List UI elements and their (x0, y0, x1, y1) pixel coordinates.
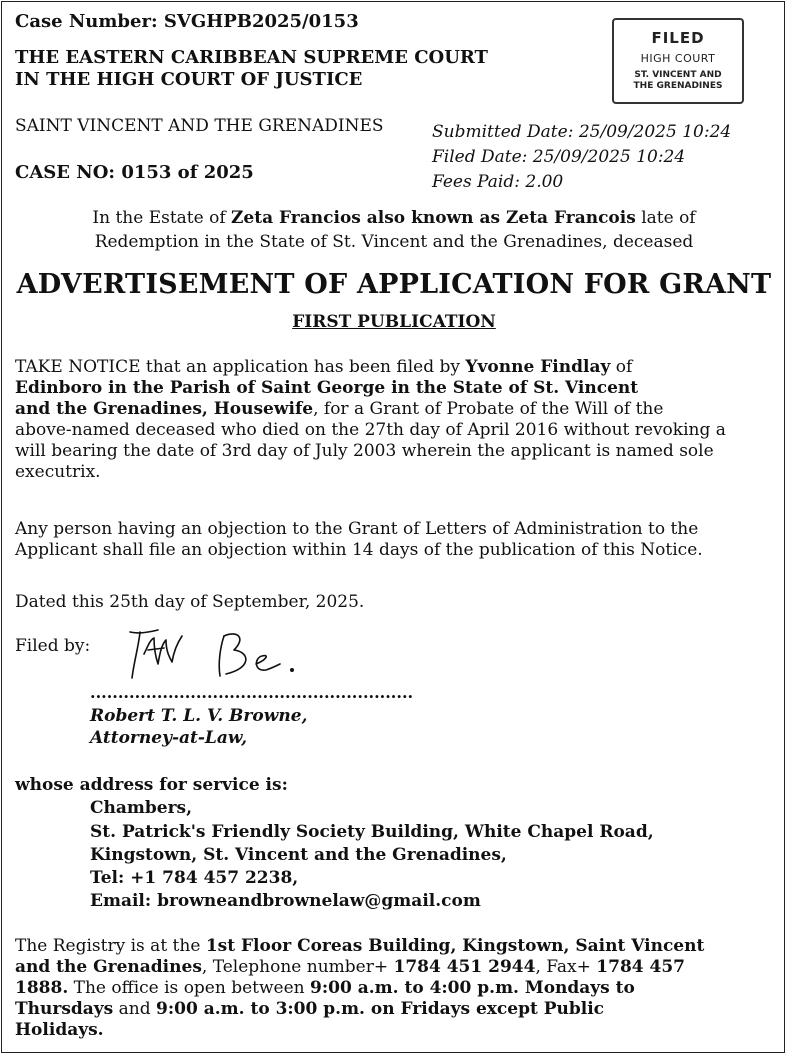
registry-and: and (113, 999, 157, 1019)
notice-paragraph (15, 357, 726, 483)
notice-l6: executrix. (15, 462, 101, 482)
notice-l3-bold: and the Grenadines, Housewife (15, 399, 314, 419)
registry-tel-label: , Telephone number+ (201, 957, 394, 977)
fees-paid: Fees Paid: 2.00 (432, 172, 564, 192)
stamp-court: HIGH COURT (640, 52, 716, 65)
service-heading: whose address for service is: (15, 775, 288, 795)
registry-paragraph (15, 936, 704, 1041)
service-building: St. Patrick's Friendly Society Building, White Chapel Road, (90, 822, 654, 842)
notice-title: ADVERTISEMENT OF APPLICATION FOR GRANT (16, 269, 772, 300)
service-email: Email: browneandbrownelaw@gmail.com (90, 891, 481, 911)
notice-l2: Edinboro in the Parish of Saint George in the State of St. Vincent (15, 378, 639, 398)
service-chambers: Chambers, (90, 798, 193, 818)
objection-paragraph (15, 519, 703, 561)
stamp-place-2: THE GRENADINES (633, 81, 723, 91)
service-tel: Tel: +1 784 457 2238, (90, 868, 299, 888)
publication-label (2, 312, 786, 332)
applicant-name: Yvonne Findlay (465, 357, 611, 377)
signature-line: .......................................................... (90, 683, 414, 702)
estate-post: late of (635, 208, 696, 228)
notice-l1-post: of (610, 357, 633, 377)
service-city: Kingstown, St. Vincent and the Grenadines, (90, 845, 507, 865)
estate-location: Redemption in the State of St. Vincent and the Grenadines, deceased (94, 232, 694, 252)
jurisdiction: SAINT VINCENT AND THE GRENADINES (15, 116, 384, 136)
attorney-name: Robert T. L. V. Browne, (90, 706, 308, 726)
filed-stamp (612, 18, 744, 104)
notice-l4: above-named deceased who died on the 27th day of April 2016 without revoking a (15, 420, 726, 440)
registry-holidays: Holidays. (15, 1020, 104, 1040)
registry-hours-weekday: 9:00 a.m. to 4:00 p.m. Mondays to (310, 978, 635, 998)
registry-l2-bold: and the Grenadines (15, 957, 202, 977)
notice-l5: will bearing the date of 3rd day of July 2003 wherein the applicant is named sole (15, 441, 714, 461)
notice-l1: TAKE NOTICE that an application has been filed by (15, 357, 466, 377)
filed-by-label: Filed by: (15, 636, 91, 656)
stamp-filed: FILED (651, 29, 705, 47)
objection-l1: Any person having an objection to the Grant of Letters of Administration to the (15, 519, 699, 539)
filed-date: Filed Date: 25/09/2025 10:24 (432, 147, 686, 167)
registry-fax: 1784 457 (596, 957, 685, 977)
deceased-name: Zeta Francios also known as Zeta Francois (231, 208, 636, 228)
notice-page (1, 1, 785, 1053)
attorney-title: Attorney-at-Law, (90, 728, 248, 748)
dated-line: Dated this 25th day of September, 2025. (15, 592, 365, 612)
objection-l2: Applicant shall file an objection within 14 days of the publication of this Notice. (15, 540, 703, 560)
registry-address: 1st Floor Coreas Building, Kingstown, Saint Vincent (205, 936, 705, 956)
case-number: Case Number: SVGHPB2025/0153 (15, 11, 359, 32)
registry-fax-end: 1888. (15, 978, 69, 998)
estate-pre: In the Estate of (92, 208, 232, 228)
registry-thursdays: Thursdays (15, 999, 114, 1019)
registry-fax-label: , Fax+ (535, 957, 597, 977)
submitted-date: Submitted Date: 25/09/2025 10:24 (432, 122, 732, 142)
registry-hours-label: The office is open between (68, 978, 311, 998)
registry-tel: 1784 451 2944 (393, 957, 536, 977)
registry-l1: The Registry is at the (15, 936, 206, 956)
case-no: CASE NO: 0153 of 2025 (15, 162, 254, 183)
estate-line (2, 206, 786, 254)
signature (120, 624, 320, 686)
court-name: THE EASTERN CARIBBEAN SUPREME COURT (15, 47, 488, 68)
publication-text: FIRST PUBLICATION (292, 312, 496, 332)
stamp-place-1: ST. VINCENT AND (634, 70, 722, 80)
court-division: IN THE HIGH COURT OF JUSTICE (15, 69, 363, 90)
registry-hours-friday: 9:00 a.m. to 3:00 p.m. on Fridays except Public (156, 999, 605, 1019)
notice-l3: , for a Grant of Probate of the Will of the (313, 399, 664, 419)
